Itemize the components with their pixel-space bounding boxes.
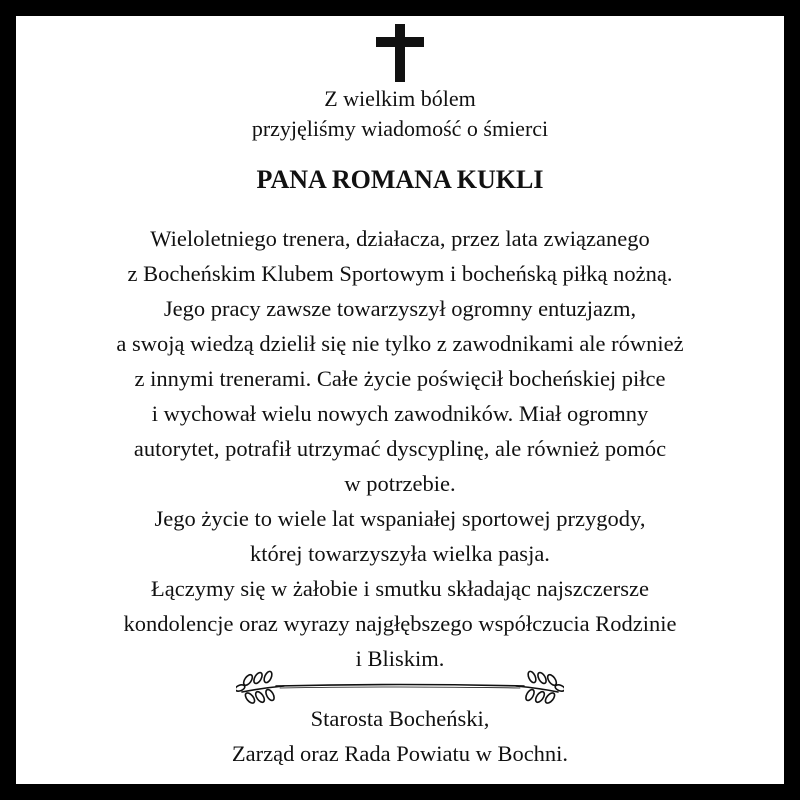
body-line-8: w potrzebie. [344, 471, 456, 496]
body-line-13: i Bliskim. [355, 646, 445, 671]
cross-icon [376, 24, 424, 82]
body-line-7: autorytet, potrafił utrzymać dyscyplinę, ale również pomóc [133, 436, 667, 461]
body-line-10: której towarzyszyła wielka pasja. [250, 541, 550, 566]
body-line-5: z innymi trenerami. Całe życie poświęcił bocheńskiej piłce [134, 366, 666, 391]
intro-line-1: Z wielkim bólem [324, 86, 476, 111]
deceased-name: PANA ROMANA KUKLI [256, 165, 544, 194]
body-line-4: a swoją wiedzą dzielił się nie tylko z zawodnikami ale również [116, 331, 684, 356]
body-line-6: i wychował wielu nowych zawodników. Miał ogromny [151, 401, 649, 426]
signature-line-1: Starosta Bocheński, [310, 706, 490, 731]
laurel-divider-icon [236, 662, 564, 708]
signature-line-2: Zarząd oraz Rada Powiatu w Bochni. [231, 741, 569, 766]
obituary-card [16, 16, 784, 784]
intro-line-2: przyjęliśmy wiadomość o śmierci [251, 116, 549, 141]
body-line-9: Jego życie to wiele lat wspaniałej sportowej przygody, [154, 506, 646, 531]
body-line-1: Wieloletniego trenera, działacza, przez lata związanego [150, 226, 650, 251]
body-line-11: Łączymy się w żałobie i smutku składając najszczersze [151, 576, 649, 601]
body-line-12: kondolencje oraz wyrazy najgłębszego współczucia Rodzinie [123, 611, 677, 636]
body-line-3: Jego pracy zawsze towarzyszył ogromny entuzjazm, [163, 296, 637, 321]
body-line-2: z Bocheńskim Klubem Sportowym i bocheńską piłką nożną. [127, 261, 673, 286]
